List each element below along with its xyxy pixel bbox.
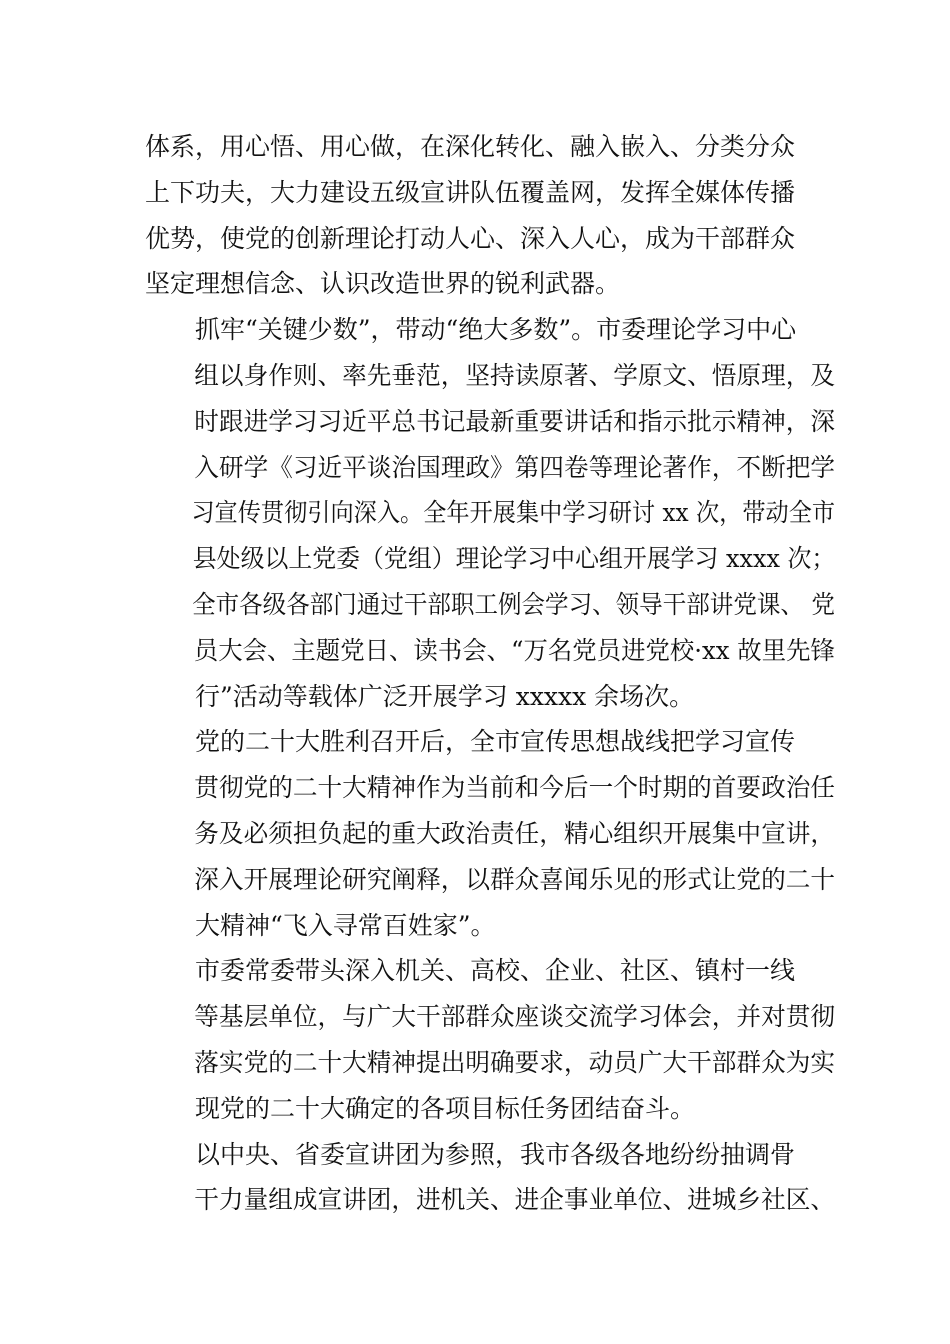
- text-line: 优势，使党的创新理论打动人心、深入人心，成为干部群众: [145, 223, 796, 253]
- text-line: 体系，用心悟、用心做，在深化转化、融入嵌入、分类分众: [145, 132, 796, 161]
- document-body: [145, 124, 835, 1223]
- text-line: 等基层单位，与广大干部群众座谈交流学习体会，并对贯彻: [194, 1002, 836, 1032]
- text-line: 员大会、主题党日、读书会、“万名党员进党校·xx 故里先锋: [193, 635, 835, 665]
- paragraph-3: [145, 719, 835, 948]
- text-line: 入研学《习近平谈治国理政》第四卷等理论著作，不断把学: [194, 452, 836, 482]
- paragraph-5: [145, 1132, 835, 1224]
- text-line: 全市各级各部门通过干部职工例会学习、领导干部讲党课、 党: [192, 589, 835, 619]
- text-line: 现党的二十大确定的各项目标任务团结奋斗。: [195, 1093, 696, 1123]
- text-line: 深入开展理论研究阐释，以群众喜闻乐见的形式让党的二十: [194, 864, 836, 894]
- text-line: 县处级以上党委（党组）理论学习中心组开展学习 xxxx 次；: [192, 544, 836, 574]
- text-line: 时跟进学习习近平总书记最新重要讲话和指示批示精神，深: [194, 406, 836, 436]
- text-line: 习宣传贯彻引向深入。全年开展集中学习研讨 xx 次，带动全市: [191, 498, 836, 528]
- text-line: 行”活动等载体广泛开展学习 xxxxx 余场次。: [195, 681, 695, 711]
- text-line: 落实党的二十大精神提出明确要求，动员广大干部群众为实: [194, 1047, 836, 1077]
- paragraph-4: [145, 948, 835, 1131]
- paragraph-1: [145, 124, 835, 307]
- text-line: 组以身作则、率先垂范，坚持读原著、学原文、悟原理，及: [194, 360, 836, 390]
- text-line: 市委常委带头深入机关、高校、企业、社区、镇村一线: [195, 956, 796, 986]
- paragraph-2: [145, 307, 835, 719]
- text-line: 务及必须担负起的重大政治责任，精心组织开展集中宣讲，: [194, 818, 836, 848]
- text-line: 党的二十大胜利召开后，全市宣传思想战线把学习宣传: [195, 727, 796, 757]
- text-line: 抓牢“关键少数”，带动“绝大多数”。市委理论学习中心: [195, 315, 797, 345]
- text-line: 上下功夫，大力建设五级宣讲队伍覆盖网，发挥全媒体传播: [145, 177, 796, 207]
- text-line: 大精神“飞入寻常百姓家”。: [195, 910, 496, 940]
- text-line: 以中央、省委宣讲团为参照，我市各级各地纷纷抽调骨: [195, 1139, 796, 1169]
- text-line: 贯彻党的二十大精神作为当前和今后一个时期的首要政治任: [194, 773, 836, 803]
- text-line: 干力量组成宣讲团，进机关、进企事业单位、进城乡社区、: [194, 1185, 836, 1215]
- text-line: 坚定理想信念、认识改造世界的锐利武器。: [145, 269, 621, 299]
